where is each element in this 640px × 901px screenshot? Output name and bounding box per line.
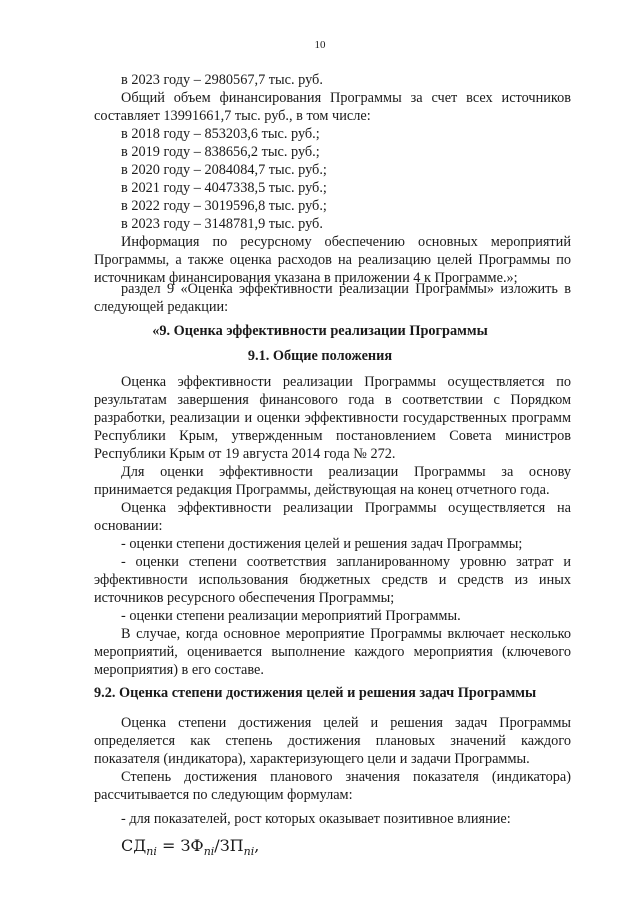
text-line: результатам завершения финансового года в соответствии с Порядком [94, 392, 571, 408]
text-line: в 2022 году – 3019596,8 тыс. руб.; [121, 198, 327, 214]
list-item: - оценки степени достижения целей и решения задач Программы; [121, 536, 523, 552]
text-line: рассчитывается по следующим формулам: [94, 787, 353, 803]
formula [121, 836, 259, 862]
text-line: Общий объем финансирования Программы за счет всех источников [121, 90, 571, 106]
text-line: Для оценки эффективности реализации Программы за основу [121, 464, 571, 480]
formula-den-sub: пi [243, 845, 255, 859]
text-line: источникам финансирования указана в приложении 4 к Программе.»; [94, 270, 518, 286]
text-line: Оценка эффективности реализации Программы осуществляется на [121, 500, 571, 516]
list-item: - оценки степени соответствия запланированному уровню затрат и [121, 554, 571, 570]
text-line: мероприятия) в его составе. [94, 662, 264, 678]
list-item: - оценки степени реализации мероприятий Программы. [121, 608, 461, 624]
text-line: Информация по ресурсному обеспечению основных мероприятий [121, 234, 571, 250]
formula-num-sub: пi [203, 845, 215, 859]
text-line: в 2018 году – 853203,6 тыс. руб.; [121, 126, 320, 142]
text-line: в 2019 году – 838656,2 тыс. руб.; [121, 144, 320, 160]
text-line: источников ресурсного обеспечения Программы; [94, 590, 395, 606]
text-line: Оценка эффективности реализации Программы осуществляется по [121, 374, 571, 390]
text-line: В случае, когда основное мероприятие Программы включает несколько [121, 626, 571, 642]
text-line: показателя (индикатора), характеризующего цели и задачи Программы. [94, 751, 530, 767]
section-heading: «9. Оценка эффективности реализации Программы [152, 323, 488, 339]
subsection-heading: 9.2. Оценка степени достижения целей и решения задач Программы [94, 685, 537, 701]
formula-lhs-sub: пi [146, 845, 157, 859]
text-line: Программы, а также оценка расходов на реализацию целей Программы по [94, 252, 571, 268]
text-line: основании: [94, 518, 163, 534]
text-line: в 2020 году – 2084084,7 тыс. руб.; [121, 162, 327, 178]
text-line: следующей редакции: [94, 299, 229, 315]
text-line: составляет 13991661,7 тыс. руб., в том числе: [94, 108, 371, 124]
text-line: эффективности использования бюджетных средств и средств из иных [94, 572, 571, 588]
formula-eq: = ЗФ [156, 836, 204, 855]
text-line: принимается редакция Программы, действующая на конец отчетного года. [94, 482, 550, 498]
text-line: Республики Крым, утвержденным постановлением Совета министров [94, 428, 571, 444]
text-line: Оценка степени достижения целей и решения задач Программы [121, 715, 571, 731]
text-line: определяется как степень достижения плановых значений каждого [94, 733, 571, 749]
page-number: 10 [314, 39, 326, 51]
formula-slash: /ЗП [214, 836, 244, 855]
text-line: в 2023 году – 3148781,9 тыс. руб. [121, 216, 323, 232]
subsection-heading: 9.1. Общие положения [247, 348, 393, 364]
text-line: раздел 9 «Оценка эффективности реализации Программы» изложить в [121, 281, 571, 297]
formula-tail: , [254, 836, 260, 855]
list-item: - для показателей, рост которых оказывает позитивное влияние: [121, 811, 511, 827]
text-line: Республики Крым от 19 августа 2014 года № 272. [94, 446, 396, 462]
text-line: разработки, реализации и оценки эффективности государственных программ [94, 410, 571, 426]
formula-lhs: СД [121, 836, 147, 855]
text-line: Степень достижения планового значения показателя (индикатора) [121, 769, 571, 785]
text-line: в 2021 году – 4047338,5 тыс. руб.; [121, 180, 327, 196]
text-line: в 2023 году – 2980567,7 тыс. руб. [121, 72, 323, 88]
text-line: мероприятий, оценивается выполнение каждого мероприятия (ключевого [94, 644, 571, 660]
